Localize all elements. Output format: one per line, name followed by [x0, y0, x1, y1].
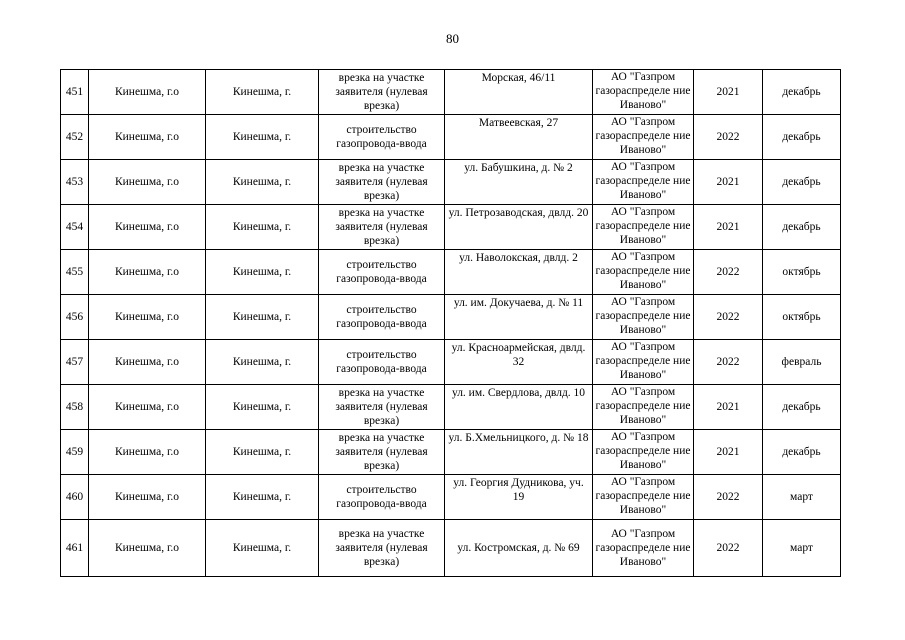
- work-type-cell: строительство газопровода-ввода: [319, 115, 445, 160]
- district-cell: Кинешма, г.о: [89, 160, 206, 205]
- table-row: [61, 295, 841, 340]
- year-cell: 2021: [694, 430, 763, 475]
- address-cell: ул. Костромская, д. № 69: [445, 520, 593, 577]
- work-type-cell: врезка на участке заявителя (нулевая врезка): [319, 205, 445, 250]
- work-type-cell: врезка на участке заявителя (нулевая врезка): [319, 520, 445, 577]
- row-number-cell: 457: [61, 340, 89, 385]
- row-number-cell: 454: [61, 205, 89, 250]
- address-cell: ул. Бабушкина, д. № 2: [445, 160, 593, 205]
- month-cell: декабрь: [763, 430, 841, 475]
- month-cell: декабрь: [763, 70, 841, 115]
- organization-cell: АО "Газпром газораспределе ние Иваново": [593, 430, 694, 475]
- year-cell: 2021: [694, 205, 763, 250]
- month-cell: декабрь: [763, 115, 841, 160]
- district-cell: Кинешма, г.о: [89, 520, 206, 577]
- table-row: [61, 385, 841, 430]
- row-number-cell: 461: [61, 520, 89, 577]
- address-cell: ул. Георгия Дудникова, уч. 19: [445, 475, 593, 520]
- month-cell: декабрь: [763, 160, 841, 205]
- year-cell: 2022: [694, 475, 763, 520]
- organization-cell: АО "Газпром газораспределе ние Иваново": [593, 205, 694, 250]
- row-number-cell: 458: [61, 385, 89, 430]
- city-cell: Кинешма, г.: [206, 385, 319, 430]
- table-row: [61, 160, 841, 205]
- district-cell: Кинешма, г.о: [89, 475, 206, 520]
- district-cell: Кинешма, г.о: [89, 430, 206, 475]
- row-number-cell: 460: [61, 475, 89, 520]
- row-number-cell: 453: [61, 160, 89, 205]
- year-cell: 2021: [694, 385, 763, 430]
- address-cell: ул. Красноармейская, двлд. 32: [445, 340, 593, 385]
- year-cell: 2022: [694, 295, 763, 340]
- city-cell: Кинешма, г.: [206, 520, 319, 577]
- organization-cell: АО "Газпром газораспределе ние Иваново": [593, 385, 694, 430]
- year-cell: 2022: [694, 115, 763, 160]
- month-cell: март: [763, 520, 841, 577]
- month-cell: октябрь: [763, 295, 841, 340]
- address-cell: Морская, 46/11: [445, 70, 593, 115]
- organization-cell: АО "Газпром газораспределе ние Иваново": [593, 160, 694, 205]
- work-type-cell: строительство газопровода-ввода: [319, 295, 445, 340]
- table-row: [61, 430, 841, 475]
- year-cell: 2022: [694, 340, 763, 385]
- address-cell: Матвеевская, 27: [445, 115, 593, 160]
- year-cell: 2022: [694, 520, 763, 577]
- table-row: [61, 340, 841, 385]
- district-cell: Кинешма, г.о: [89, 115, 206, 160]
- work-type-cell: врезка на участке заявителя (нулевая врезка): [319, 385, 445, 430]
- year-cell: 2022: [694, 250, 763, 295]
- address-cell: ул. Б.Хмельницкого, д. № 18: [445, 430, 593, 475]
- month-cell: октябрь: [763, 250, 841, 295]
- address-cell: ул. им. Свердлова, двлд. 10: [445, 385, 593, 430]
- organization-cell: АО "Газпром газораспределе ние Иваново": [593, 115, 694, 160]
- city-cell: Кинешма, г.: [206, 250, 319, 295]
- month-cell: декабрь: [763, 385, 841, 430]
- row-number-cell: 452: [61, 115, 89, 160]
- organization-cell: АО "Газпром газораспределе ние Иваново": [593, 295, 694, 340]
- city-cell: Кинешма, г.: [206, 475, 319, 520]
- organization-cell: АО "Газпром газораспределе ние Иваново": [593, 70, 694, 115]
- table-row: [61, 520, 841, 577]
- row-number-cell: 459: [61, 430, 89, 475]
- district-cell: Кинешма, г.о: [89, 70, 206, 115]
- city-cell: Кинешма, г.: [206, 430, 319, 475]
- address-cell: ул. Петрозаводская, двлд. 20: [445, 205, 593, 250]
- district-cell: Кинешма, г.о: [89, 205, 206, 250]
- city-cell: Кинешма, г.: [206, 295, 319, 340]
- organization-cell: АО "Газпром газораспределе ние Иваново": [593, 520, 694, 577]
- city-cell: Кинешма, г.: [206, 160, 319, 205]
- organization-cell: АО "Газпром газораспределе ние Иваново": [593, 250, 694, 295]
- table-row: [61, 205, 841, 250]
- month-cell: декабрь: [763, 205, 841, 250]
- organization-cell: АО "Газпром газораспределе ние Иваново": [593, 340, 694, 385]
- district-cell: Кинешма, г.о: [89, 385, 206, 430]
- address-cell: ул. им. Докучаева, д. № 11: [445, 295, 593, 340]
- city-cell: Кинешма, г.: [206, 70, 319, 115]
- district-cell: Кинешма, г.о: [89, 340, 206, 385]
- row-number-cell: 451: [61, 70, 89, 115]
- address-cell: ул. Наволокская, двлд. 2: [445, 250, 593, 295]
- organization-cell: АО "Газпром газораспределе ние Иваново": [593, 475, 694, 520]
- district-cell: Кинешма, г.о: [89, 295, 206, 340]
- district-cell: Кинешма, г.о: [89, 250, 206, 295]
- work-type-cell: строительство газопровода-ввода: [319, 475, 445, 520]
- table-body: [61, 70, 841, 577]
- year-cell: 2021: [694, 70, 763, 115]
- table-row: [61, 250, 841, 295]
- document-table: [60, 69, 841, 577]
- year-cell: 2021: [694, 160, 763, 205]
- row-number-cell: 456: [61, 295, 89, 340]
- page-number: 80: [446, 31, 459, 46]
- month-cell: февраль: [763, 340, 841, 385]
- work-type-cell: врезка на участке заявителя (нулевая врезка): [319, 160, 445, 205]
- city-cell: Кинешма, г.: [206, 115, 319, 160]
- work-type-cell: врезка на участке заявителя (нулевая врезка): [319, 430, 445, 475]
- table-row: [61, 70, 841, 115]
- work-type-cell: врезка на участке заявителя (нулевая врезка): [319, 70, 445, 115]
- table-row: [61, 115, 841, 160]
- work-type-cell: строительство газопровода-ввода: [319, 250, 445, 295]
- work-type-cell: строительство газопровода-ввода: [319, 340, 445, 385]
- row-number-cell: 455: [61, 250, 89, 295]
- city-cell: Кинешма, г.: [206, 205, 319, 250]
- table-row: [61, 475, 841, 520]
- month-cell: март: [763, 475, 841, 520]
- city-cell: Кинешма, г.: [206, 340, 319, 385]
